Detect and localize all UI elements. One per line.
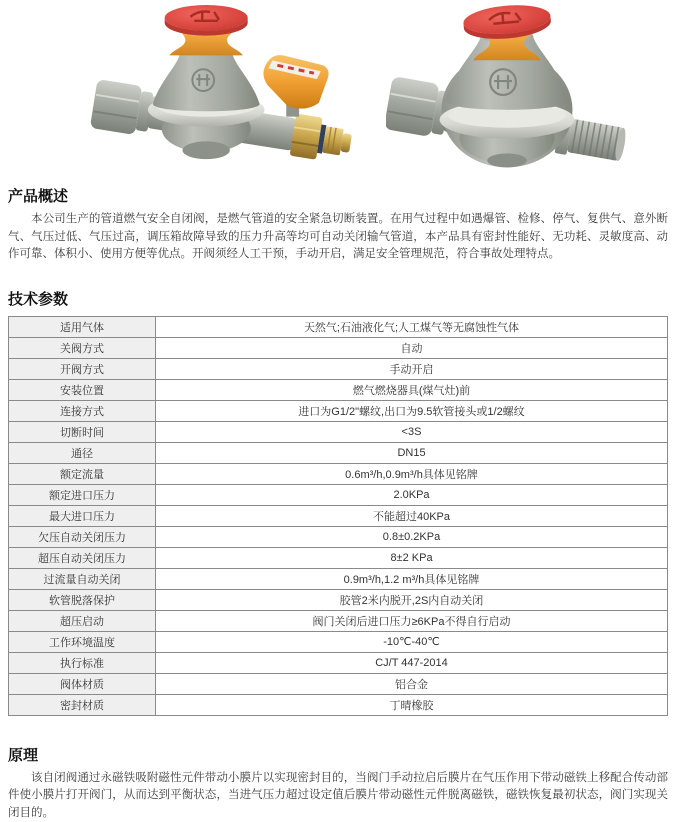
table-row [9, 652, 668, 673]
spec-value: 0.8±0.2KPa [156, 526, 668, 547]
principle-section-title: 原理 [8, 747, 668, 765]
table-row [9, 568, 668, 589]
table-row [9, 442, 668, 463]
inlet-hex-nut [386, 76, 440, 137]
table-row [9, 673, 668, 694]
spec-label: 额定流量 [9, 463, 156, 484]
brass-quick-connector [290, 114, 354, 165]
spec-label: 超压自动关闭压力 [9, 547, 156, 568]
spec-label: 最大进口压力 [9, 505, 156, 526]
spec-label: 阀体材质 [9, 673, 156, 694]
spec-label: 通径 [9, 442, 156, 463]
spec-value: 进口为G1/2"螺纹,出口为9.5软管接头或1/2螺纹 [156, 400, 668, 421]
spec-value: 2.0KPa [156, 484, 668, 505]
spec-label: 关阀方式 [9, 337, 156, 358]
table-row [9, 547, 668, 568]
table-row [9, 694, 668, 715]
spec-label: 额定进口压力 [9, 484, 156, 505]
inlet-hex-nut [90, 79, 142, 135]
overview-paragraph: 本公司生产的管道燃气安全自闭阀，是燃气管道的安全紧急切断装置。在用气过程中如遇爆管、检修、停气、复供气、意外断气、气压过低、气压过高，调压箱故障导致的压力升高等均可自动关闭输气管道，本产品具有密封性能好、无功耗、灵敏度高、动作可靠、体积小、使用方便等优点。开阀须经人工干预，手动开启，满足安全管理规范，符合事故处理特点。 [8, 211, 668, 264]
table-row [9, 358, 668, 379]
table-row [9, 589, 668, 610]
spec-label: 工作环境温度 [9, 631, 156, 652]
spec-label: 安装位置 [9, 379, 156, 400]
specs-section-title: 技术参数 [8, 291, 668, 309]
table-row [9, 631, 668, 652]
spec-label: 密封材质 [9, 694, 156, 715]
table-row [9, 400, 668, 421]
spec-value: 胶管2米内脱开,2S内自动关闭 [156, 589, 668, 610]
specs-table [8, 316, 668, 716]
spec-value: -10℃-40℃ [156, 631, 668, 652]
spec-value: 自动 [156, 337, 668, 358]
spec-label: 切断时间 [9, 421, 156, 442]
product-image-valve-with-lever [90, 4, 356, 174]
product-image-valve-threaded [386, 4, 634, 176]
spec-value: 天然气;石油液化气;人工煤气等无腐蚀性气体 [156, 316, 668, 337]
spec-label: 执行标准 [9, 652, 156, 673]
orange-lever-handle [263, 55, 328, 117]
table-row [9, 316, 668, 337]
table-row [9, 610, 668, 631]
spec-label: 欠压自动关闭压力 [9, 526, 156, 547]
spec-label: 适用气体 [9, 316, 156, 337]
spec-value: 手动开启 [156, 358, 668, 379]
table-row [9, 526, 668, 547]
spec-value: 8±2 KPa [156, 547, 668, 568]
table-row [9, 484, 668, 505]
spec-value: CJ/T 447-2014 [156, 652, 668, 673]
table-row [9, 505, 668, 526]
spec-label: 过流量自动关闭 [9, 568, 156, 589]
spec-value: <3S [156, 421, 668, 442]
spec-value: 不能超过40KPa [156, 505, 668, 526]
table-row [9, 421, 668, 442]
spec-value: 阀门关闭后进口压力≥6KPa不得自行启动 [156, 610, 668, 631]
table-row [9, 337, 668, 358]
product-images-row [8, 0, 668, 178]
spec-value: 丁晴橡胶 [156, 694, 668, 715]
spec-label: 超压启动 [9, 610, 156, 631]
spec-value: DN15 [156, 442, 668, 463]
principle-paragraph: 该自闭阀通过永磁铁吸附磁性元件带动小膜片以实现密封目的，当阀门手动拉启后膜片在气压作用下带动磁铁上移配合传动部件使小膜片打开阀门，从而达到平衡状态，当进气压力超过设定值后膜片带动磁性元件脱离磁铁，磁铁恢复最初状态，阀门实现关闭目的。 [8, 770, 668, 822]
table-row [9, 463, 668, 484]
spec-label: 连接方式 [9, 400, 156, 421]
table-row [9, 379, 668, 400]
red-cap [165, 5, 248, 36]
spec-value: 铝合金 [156, 673, 668, 694]
spec-label: 开阀方式 [9, 358, 156, 379]
spec-label: 软管脱落保护 [9, 589, 156, 610]
red-cap [462, 4, 552, 42]
overview-section-title: 产品概述 [8, 188, 668, 206]
spec-value: 燃气燃烧器具(煤气灶)前 [156, 379, 668, 400]
spec-value: 0.6m³/h,0.9m³/h具体见铭牌 [156, 463, 668, 484]
spec-value: 0.9m³/h,1.2 m³/h具体见铭牌 [156, 568, 668, 589]
